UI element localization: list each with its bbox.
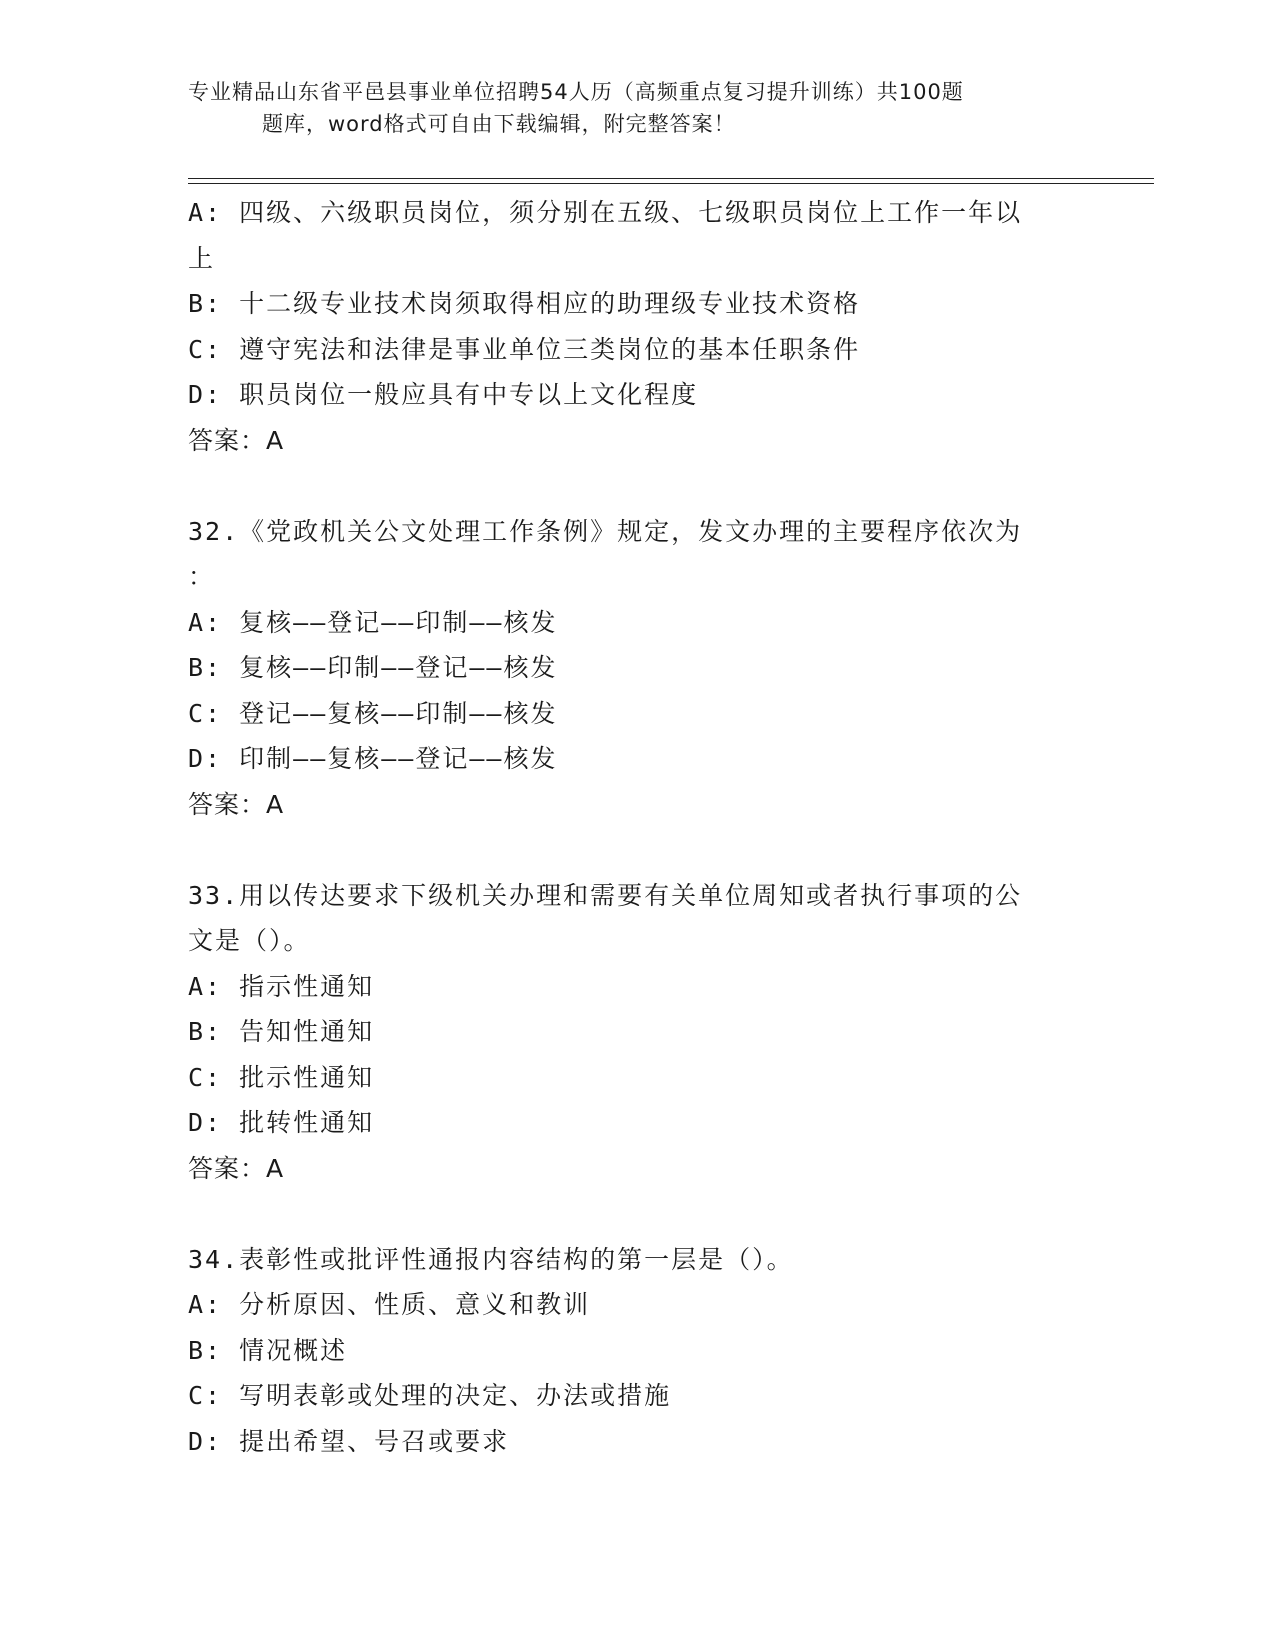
option-d: D: 提出希望、号召或要求 <box>188 1426 510 1456</box>
answer: 答案：A <box>188 425 285 455</box>
header-title-line1: 专业精品山东省平邑县事业单位招聘54人历（高频重点复习提升训练）共100题 <box>188 80 964 104</box>
option-d: D: 职员岗位一般应具有中专以上文化程度 <box>188 380 699 409</box>
option-b: B: 复核——印制——登记——核发 <box>188 653 558 682</box>
option-b: B: 情况概述 <box>188 1335 348 1365</box>
question-31-options <box>188 190 1088 463</box>
question-stem-line2: 文是（）。 <box>188 926 311 955</box>
header-title-line2: 题库，word格式可自由下载编辑，附完整答案！ <box>262 112 736 136</box>
question-stem-line1: 32.《党政机关公文处理工作条例》规定，发文办理的主要程序依次为 <box>188 516 1023 546</box>
option-b: B: 告知性通知 <box>188 1017 375 1046</box>
answer: 答案：A <box>188 1153 285 1183</box>
header-rule-top <box>188 178 1154 179</box>
spacer <box>188 1191 1088 1237</box>
header-rule-bottom <box>188 183 1154 184</box>
spacer <box>188 827 1088 873</box>
option-a-line2: 上 <box>188 243 216 273</box>
option-b: B: 十二级专业技术岗须取得相应的助理级专业技术资格 <box>188 289 861 318</box>
option-a-line1: A: 四级、六级职员岗位，须分别在五级、七级职员岗位上工作一年以 <box>188 198 1023 227</box>
option-d: D: 批转性通知 <box>188 1108 375 1137</box>
question-stem-line1: 33.用以传达要求下级机关办理和需要有关单位周知或者执行事项的公 <box>188 880 1023 910</box>
option-a: A: 指示性通知 <box>188 971 375 1001</box>
question-stem-line2: ： <box>188 562 216 591</box>
question-33 <box>188 873 1088 1192</box>
answer: 答案：A <box>188 789 285 819</box>
option-c: C: 批示性通知 <box>188 1062 375 1092</box>
document-header <box>0 76 1275 140</box>
question-32 <box>188 509 1088 828</box>
option-a: A: 分析原因、性质、意义和教训 <box>188 1290 591 1319</box>
option-c: C: 登记——复核——印制——核发 <box>188 698 558 728</box>
option-c: C: 写明表彰或处理的决定、办法或措施 <box>188 1381 672 1410</box>
option-c: C: 遵守宪法和法律是事业单位三类岗位的基本任职条件 <box>188 334 861 364</box>
question-stem: 34.表彰性或批评性通报内容结构的第一层是（）。 <box>188 1244 794 1274</box>
option-a: A: 复核——登记——印制——核发 <box>188 607 558 637</box>
spacer <box>188 463 1088 509</box>
option-d: D: 印制——复核——登记——核发 <box>188 744 558 773</box>
question-34 <box>188 1237 1088 1465</box>
document-body <box>188 190 1088 1464</box>
